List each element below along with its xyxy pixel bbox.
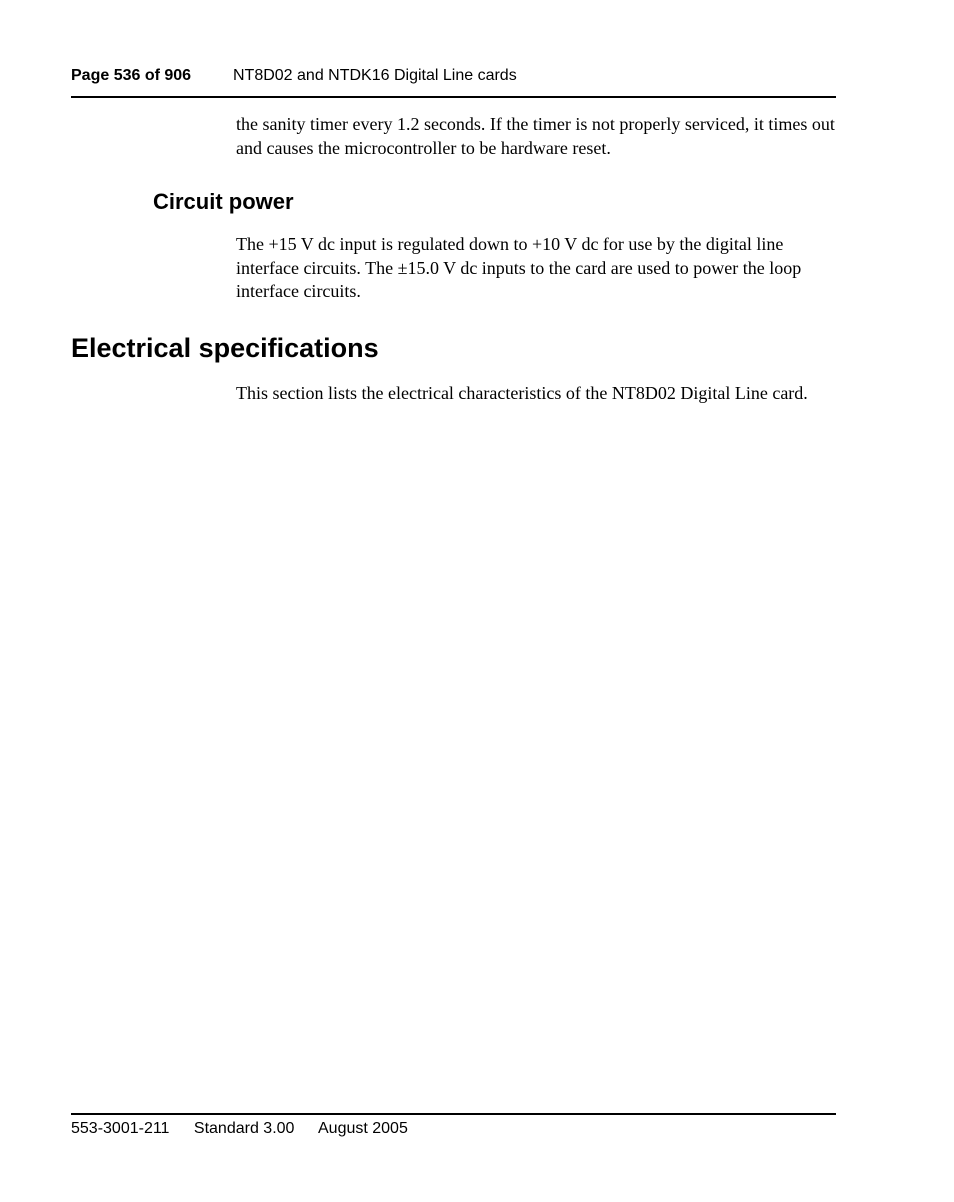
paragraph-sanity-timer: the sanity timer every 1.2 seconds. If the timer is not properly serviced, it times out and causes the microcontroller to be hardware reset. [236, 114, 835, 158]
publication-date: August 2005 [318, 1120, 408, 1137]
document-number: 553-3001-211 [71, 1120, 170, 1137]
paragraph-electrical-specifications: This section lists the electrical characteristics of the NT8D02 Digital Line card. [236, 383, 808, 403]
heading-electrical-specifications: Electrical specifications [71, 333, 379, 363]
page-footer [71, 1113, 836, 1138]
paragraph-circuit-power: The +15 V dc input is regulated down to +10 V dc for use by the digital line interface circuits. The ±15.0 V dc inputs to the card are used to power the loop interface circuits. [236, 234, 802, 301]
standard-version: Standard 3.00 [193, 1120, 295, 1137]
page-header [71, 64, 836, 98]
page-number: Page 536 of 906 [71, 67, 192, 84]
document-title: NT8D02 and NTDK16 Digital Line cards [233, 67, 517, 84]
heading-circuit-power: Circuit power [153, 189, 294, 214]
